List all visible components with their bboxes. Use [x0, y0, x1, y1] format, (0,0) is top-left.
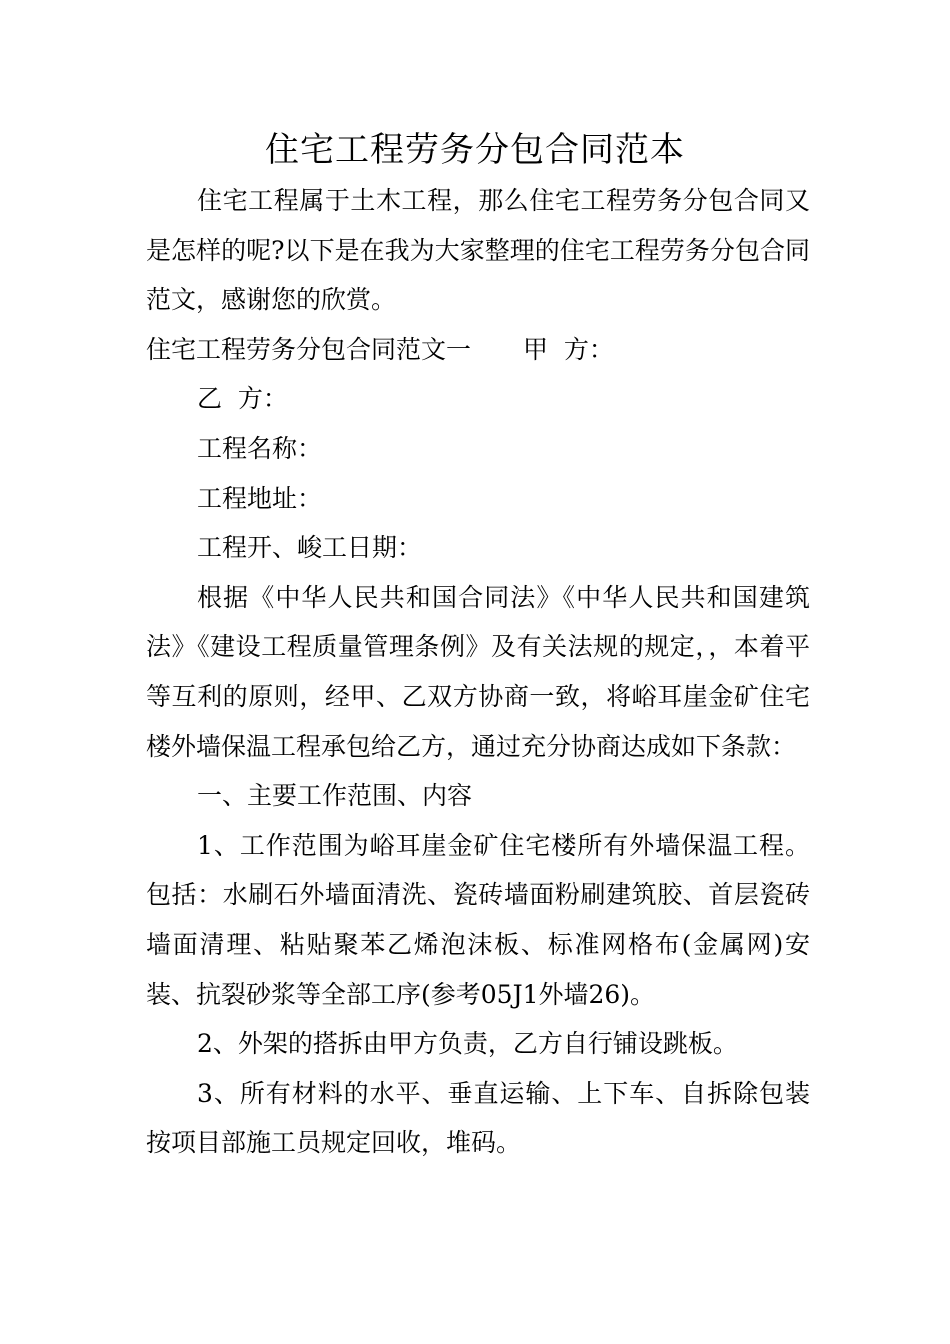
document-body	[146, 176, 810, 1168]
sample-heading: 住宅工程劳务分包合同范文一	[146, 334, 472, 364]
project-address-label: 工程地址：	[197, 483, 323, 513]
intro-paragraph: 住宅工程属于土木工程，那么住宅工程劳务分包合同又是怎样的呢?以下是在我为大家整理的住宅工程劳务分包合同范文，感谢您的欣赏。	[146, 186, 810, 315]
document-title: 住宅工程劳务分包合同范本	[265, 130, 685, 170]
project-dates-label: 工程开、峻工日期：	[197, 533, 423, 563]
party-a-label: 甲 方：	[523, 334, 614, 364]
sample-heading-line	[146, 325, 810, 375]
party-b-label: 乙 方：	[197, 384, 288, 414]
basis-paragraph: 根据《中华人民共和国合同法》《中华人民共和国建筑法》《建设工程质量管理条例》及有关法规的规定，，本着平等互利的原则，经甲、乙双方协商一致，将峪耳崖金矿住宅楼外墙保温工程承包给乙方，通过充分协商达成如下条款：	[146, 582, 810, 761]
project-name-label: 工程名称：	[197, 433, 323, 463]
clause-1: 1、工作范围为峪耳崖金矿住宅楼所有外墙保温工程。包括：水刷石外墙面清洗、瓷砖墙面粉刷建筑胶、首层瓷砖墙面清理、粘贴聚苯乙烯泡沫板、标准网格布(金属网)安装、抗裂砂浆等全部工序(参考05J1外墙26)。	[146, 830, 810, 1009]
clause-2: 2、外架的搭拆由甲方负责，乙方自行铺设跳板。	[197, 1029, 738, 1059]
clause-3: 3、所有材料的水平、垂直运输、上下车、自拆除包装按项目部施工员规定回收，堆码。	[146, 1078, 810, 1158]
section-1-heading: 一、主要工作范围、内容	[197, 781, 473, 811]
